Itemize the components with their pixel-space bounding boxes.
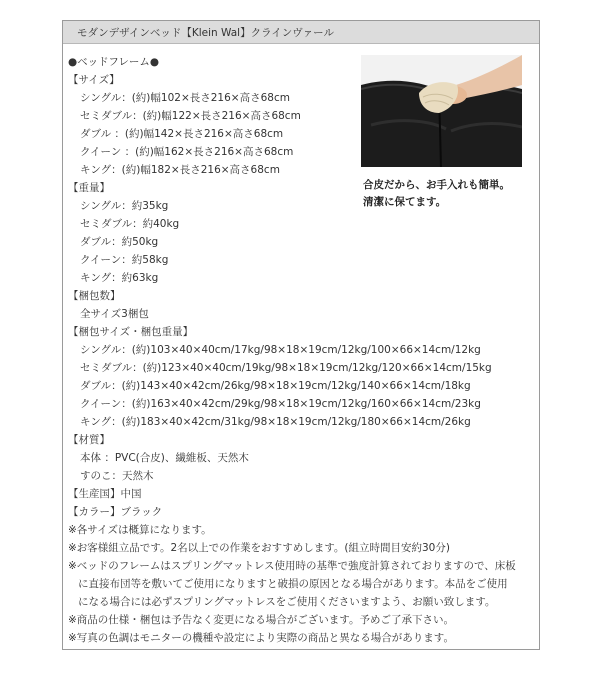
size-line: クイーン ：(約)幅162×長さ216×高さ68cm bbox=[80, 146, 294, 158]
package-size-line: キング：(約)183×40×42cm/31kg/98×18×19cm/12kg/180×66×14cm/26kg bbox=[80, 416, 471, 428]
size-heading: 【サイズ】 bbox=[68, 74, 120, 86]
weight-heading: 【重量】 bbox=[68, 182, 110, 194]
package-size-line: セミダブル：(約)123×40×40cm/19kg/98×18×19cm/12kg/120×66×14cm/15kg bbox=[80, 362, 492, 374]
frame-heading: ●ベッドフレーム● bbox=[68, 56, 160, 68]
origin-line: 【生産国】中国 bbox=[68, 488, 142, 500]
note-line: ※各サイズは概算になります。 bbox=[68, 524, 212, 536]
package-size-line: ダブル：(約)143×40×42cm/26kg/98×18×19cm/12kg/140×66×14cm/18kg bbox=[80, 380, 471, 392]
material-heading: 【材質】 bbox=[68, 434, 110, 446]
weight-line: クイーン：約58kg bbox=[80, 254, 169, 266]
panel-title: モダンデザインベッド【Klein Wal】クラインヴァール bbox=[77, 27, 334, 39]
material-line: 本体 ：PVC(合皮)、繊維板、天然木 bbox=[80, 452, 249, 464]
size-line: シングル：(約)幅102×長さ216×高さ68cm bbox=[80, 92, 290, 104]
package-count: 全サイズ3梱包 bbox=[80, 308, 149, 320]
note-line: になる場合には必ずスプリングマットレスをご使用くださいますよう、お願い致します。 bbox=[78, 596, 496, 608]
product-photo bbox=[361, 55, 522, 167]
package-size-heading: 【梱包サイズ・梱包重量】 bbox=[68, 326, 194, 338]
size-line: ダブル ：(約)幅142×長さ216×高さ68cm bbox=[80, 128, 284, 140]
note-line: ※ベッドのフレームはスプリングマットレス使用時の基準で強度計算されておりますので、床板 bbox=[68, 560, 516, 572]
panel-header bbox=[63, 21, 539, 44]
caption-line: 清潔に保てます。 bbox=[363, 196, 447, 208]
note-line: ※写真の色調はモニターの機種や設定により実際の商品と異なる場合があります。 bbox=[68, 632, 454, 644]
weight-line: ダブル：約50kg bbox=[80, 236, 159, 248]
size-line: キング：(約)幅182×長さ216×高さ68cm bbox=[80, 164, 280, 176]
weight-line: キング：約63kg bbox=[80, 272, 159, 284]
weight-line: シングル：約35kg bbox=[80, 200, 169, 212]
caption-line: 合皮だから、お手入れも簡単。 bbox=[363, 179, 510, 191]
package-count-heading: 【梱包数】 bbox=[68, 290, 121, 302]
size-line: セミダブル：(約)幅122×長さ216×高さ68cm bbox=[80, 110, 301, 122]
weight-line: セミダブル：約40kg bbox=[80, 218, 180, 230]
cleaning-photo-illustration bbox=[361, 55, 522, 167]
note-line: ※商品の仕様・梱包は予告なく変更になる場合がございます。予めご了承下さい。 bbox=[68, 614, 454, 626]
spec-panel bbox=[62, 20, 540, 650]
color-line: 【カラー】ブラック bbox=[68, 506, 163, 518]
material-line: すのこ：天然木 bbox=[80, 470, 154, 482]
note-line: に直接布団等を敷いてご使用になりますと破損の原因となる場合があります。本品をご使用 bbox=[78, 578, 508, 590]
photo-caption bbox=[363, 177, 533, 211]
package-size-line: シングル：(約)103×40×40cm/17kg/98×18×19cm/12kg/100×66×14cm/12kg bbox=[80, 344, 481, 356]
note-line: ※お客様組立品です。2名以上での作業をおすすめします。(組立時間目安約30分) bbox=[68, 542, 450, 554]
package-size-line: クイーン：(約)163×40×42cm/29kg/98×18×19cm/12kg/160×66×14cm/23kg bbox=[80, 398, 481, 410]
